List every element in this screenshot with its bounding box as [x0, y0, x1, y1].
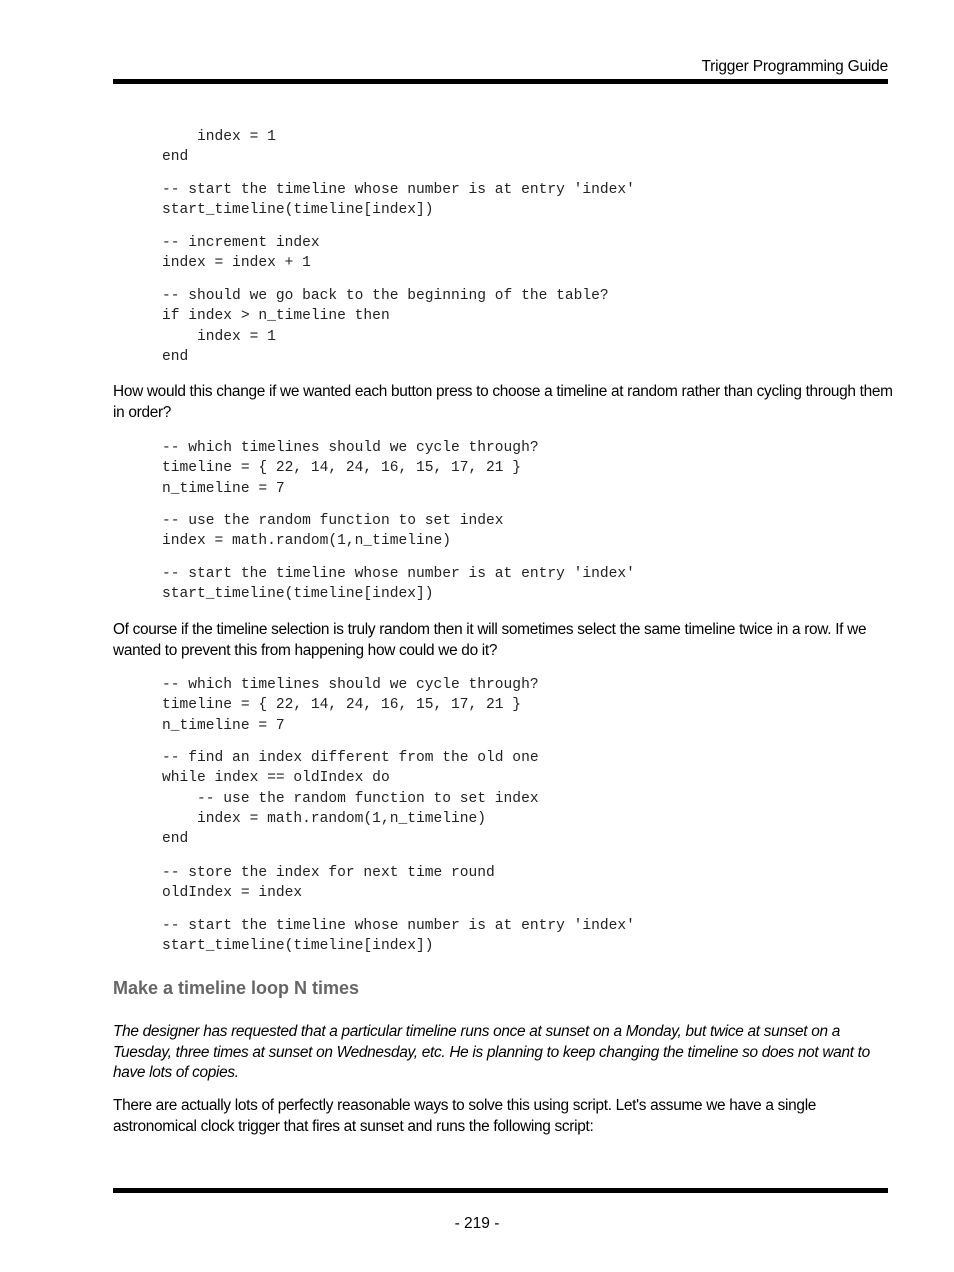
code-block: -- store the index for next time round oldIndex = index	[162, 865, 495, 902]
code-block: -- start the timeline whose number is at entry 'index' start_timeline(timeline[index])	[162, 182, 635, 219]
code-block: -- which timelines should we cycle through? timeline = { 22, 14, 24, 16, 15, 17, 21 } n_timeline = 7	[162, 677, 539, 734]
body-paragraph: There are actually lots of perfectly reasonable ways to solve this using script. Let's assume we have a single astronomical clock trigger that fires at sunset and runs the following script:	[113, 1097, 817, 1135]
page-header-title: Trigger Programming Guide	[701, 58, 888, 75]
page-number: - 219 -	[454, 1215, 500, 1232]
body-paragraph: How would this change if we wanted each button press to choose a timeline at random rather than cycling through them in order?	[113, 383, 893, 421]
body-paragraph: Of course if the timeline selection is truly random then it will sometimes select the same timeline twice in a row. If we wanted to prevent this from happening how could we do it?	[113, 621, 867, 659]
footer-rule	[113, 1188, 888, 1193]
code-block: -- use the random function to set index index = math.random(1,n_timeline)	[162, 513, 504, 550]
header-rule	[113, 79, 888, 84]
section-heading: Make a timeline loop N times	[113, 978, 360, 998]
code-block: -- start the timeline whose number is at entry 'index' start_timeline(timeline[index])	[162, 566, 635, 603]
code-block: -- start the timeline whose number is at entry 'index' start_timeline(timeline[index])	[162, 918, 635, 955]
italic-paragraph: The designer has requested that a particular timeline runs once at sunset on a Monday, but twice at sunset on a Tuesday, three times at sunset on Wednesday, etc. He is planning to keep changing the timeline so does not want to have lots of copies.	[113, 1023, 870, 1081]
code-block: -- which timelines should we cycle through? timeline = { 22, 14, 24, 16, 15, 17, 21 } n_timeline = 7	[162, 440, 539, 497]
code-block: index = 1 end	[162, 129, 276, 166]
code-block: -- should we go back to the beginning of the table? if index > n_timeline then index = 1 end	[162, 288, 609, 365]
code-block: -- find an index different from the old one while index == oldIndex do -- use the random function to set index index = math.random(1,n_timeline) end	[162, 750, 539, 848]
code-block: -- increment index index = index + 1	[162, 235, 320, 272]
